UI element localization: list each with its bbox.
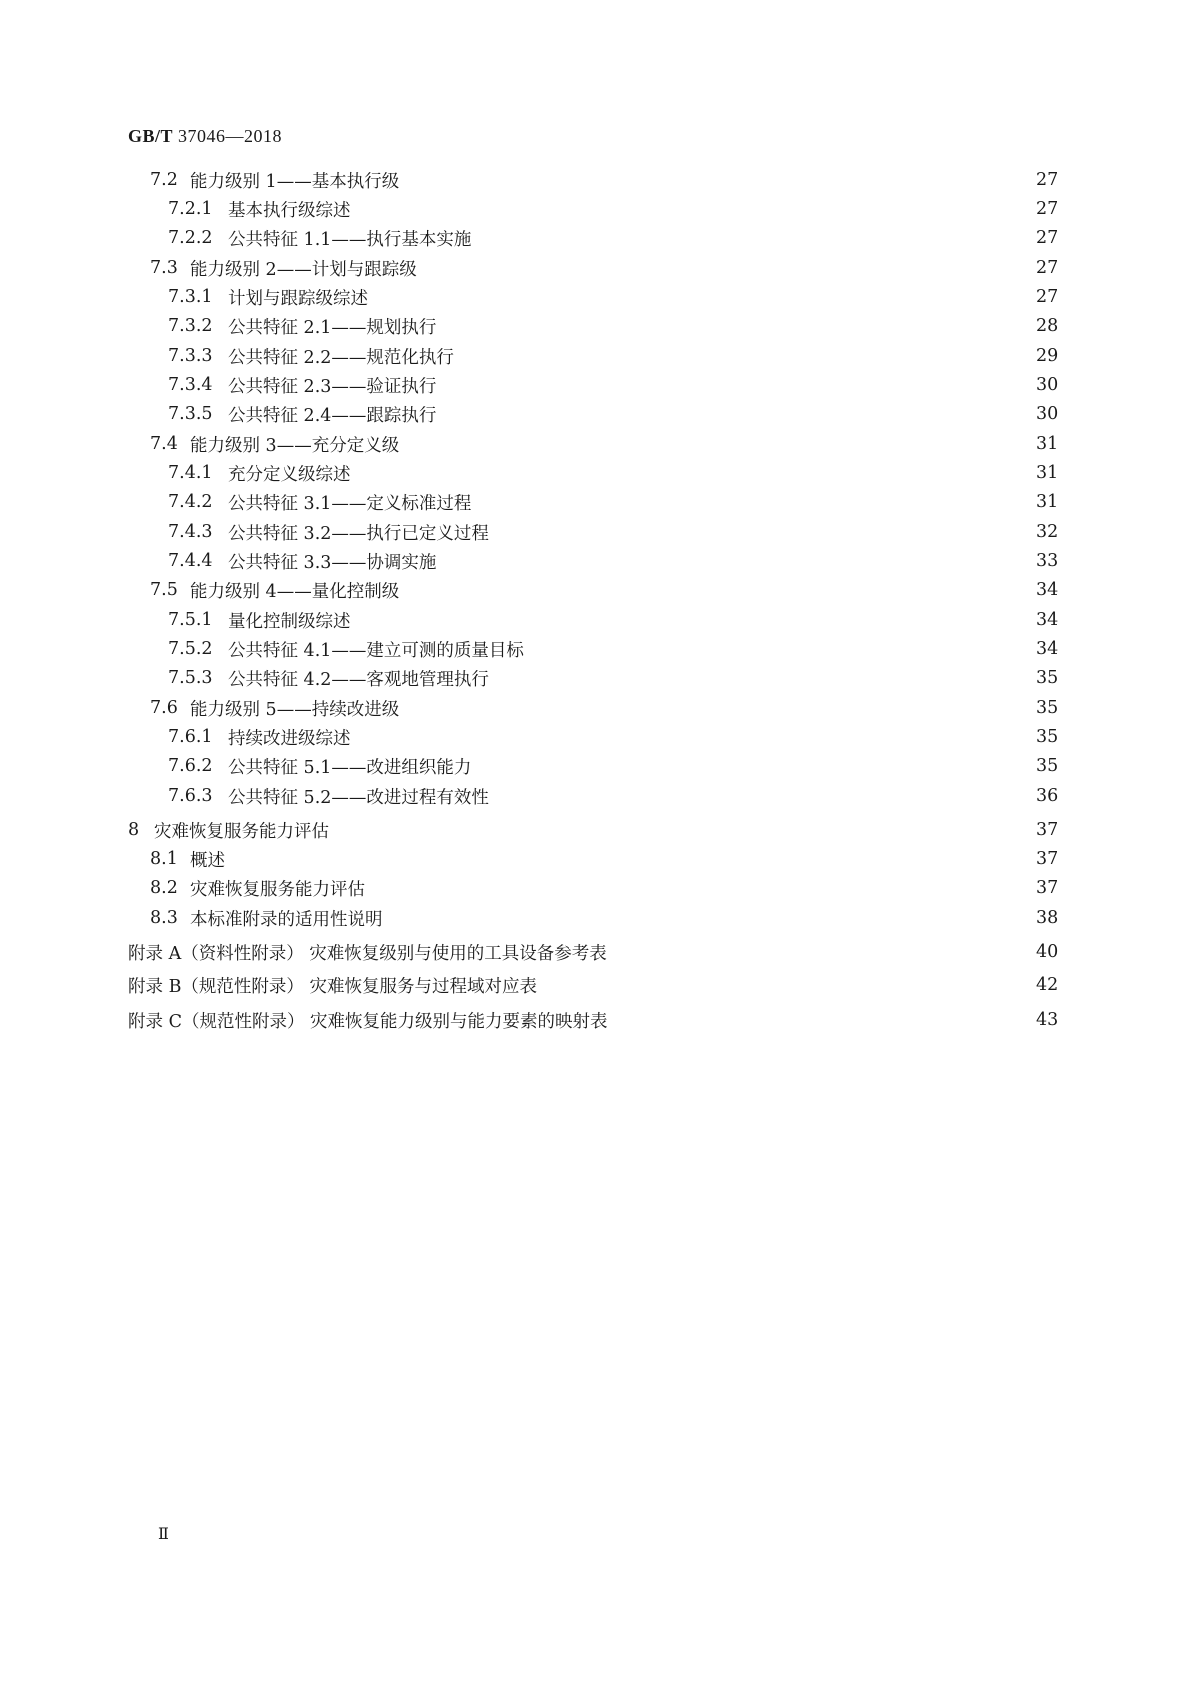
toc-entry-page: 37: [1036, 820, 1059, 840]
toc-entry-page: 35: [1036, 756, 1059, 776]
toc-entry-page: 34: [1036, 580, 1059, 600]
toc-entry-title: 公共特征 2.3——验证执行: [228, 376, 437, 397]
dot-leader: [532, 637, 1028, 661]
toc-entry-title: 能力级别 1——基本执行级: [190, 171, 400, 192]
toc-entry[interactable]: [168, 520, 1058, 544]
toc-entry-title: 概述: [190, 850, 225, 871]
standard-number: 37046—2018: [173, 126, 283, 146]
toc-entry[interactable]: [150, 432, 1058, 456]
toc-entry-page: 34: [1036, 610, 1059, 630]
toc-entry-page: 40: [1036, 942, 1059, 962]
toc-entry-page: 29: [1036, 346, 1059, 366]
toc-entry-title: 灾难恢复服务能力评估: [154, 821, 329, 842]
toc-entry-page: 28: [1036, 316, 1059, 336]
toc-entry-page: 27: [1036, 287, 1059, 307]
dot-leader: [373, 876, 1028, 900]
toc-entry-number: 7.5: [150, 580, 178, 600]
toc-entry[interactable]: [150, 847, 1058, 871]
dot-leader: [615, 940, 1028, 964]
toc-entry[interactable]: [168, 549, 1058, 573]
toc-entry-title: 公共特征 3.2——执行已定义过程: [228, 523, 489, 544]
dot-leader: [616, 1008, 1028, 1032]
toc-entry-number: 7.2: [150, 170, 178, 190]
toc-entry-page: 27: [1036, 258, 1059, 278]
toc-entry[interactable]: [168, 754, 1058, 778]
toc-entry-number: 8: [128, 820, 140, 840]
toc-entry[interactable]: [150, 906, 1058, 930]
standard-code: [128, 126, 282, 147]
dot-leader: [337, 818, 1028, 842]
toc-entry-number: 7.3.2: [168, 316, 213, 336]
toc-entry-title: 量化控制级综述: [228, 611, 351, 632]
toc-entry[interactable]: [168, 402, 1058, 426]
dot-leader: [359, 461, 1029, 485]
dot-leader: [391, 906, 1029, 930]
toc-entry-page: 27: [1036, 170, 1059, 190]
toc-entry-page: 35: [1036, 727, 1059, 747]
toc-entry-page: 37: [1036, 849, 1059, 869]
toc-entry-number: 7.6: [150, 698, 178, 718]
toc-entry-number: 7.3.5: [168, 404, 213, 424]
toc-entry-number: 7.2.1: [168, 199, 213, 219]
toc-entry-title: 公共特征 4.1——建立可测的质量目标: [228, 640, 524, 661]
dot-leader: [359, 197, 1029, 221]
dot-leader: [376, 285, 1028, 309]
toc-entry[interactable]: [128, 940, 1058, 964]
toc-entry-title: 附录 B（规范性附录） 灾难恢复服务与过程域对应表: [128, 976, 537, 997]
toc-entry[interactable]: [168, 608, 1058, 632]
toc-entry[interactable]: [168, 373, 1058, 397]
toc-entry[interactable]: [168, 490, 1058, 514]
toc-entry-page: 30: [1036, 404, 1059, 424]
toc-entry-number: 7.3: [150, 258, 178, 278]
toc-entry-number: 8.1: [150, 849, 178, 869]
toc-entry-page: 31: [1036, 434, 1059, 454]
toc-entry-page: 36: [1036, 786, 1059, 806]
toc-entry[interactable]: [150, 696, 1058, 720]
toc-entry[interactable]: [168, 784, 1058, 808]
dot-leader: [444, 373, 1028, 397]
toc-entry-number: 7.6.2: [168, 756, 213, 776]
toc-entry-title: 公共特征 4.2——客观地管理执行: [228, 669, 489, 690]
toc-entry-number: 7.2.2: [168, 228, 213, 248]
toc-entry[interactable]: [168, 226, 1058, 250]
toc-entry[interactable]: [168, 725, 1058, 749]
toc-entry[interactable]: [128, 818, 1058, 842]
toc-entry-title: 持续改进级综述: [228, 728, 351, 749]
toc-entry-page: 30: [1036, 375, 1059, 395]
toc-entry-page: 33: [1036, 551, 1059, 571]
toc-entry-number: 7.5.3: [168, 668, 213, 688]
toc-entry[interactable]: [150, 578, 1058, 602]
standard-prefix: GB/T: [128, 126, 174, 146]
dot-leader: [462, 344, 1028, 368]
dot-leader: [407, 578, 1028, 602]
dot-leader: [497, 666, 1028, 690]
toc-entry-number: 7.4.3: [168, 522, 213, 542]
toc-entry-title: 本标准附录的适用性说明: [190, 909, 383, 930]
toc-entry-title: 能力级别 4——量化控制级: [190, 581, 400, 602]
toc-entry-number: 7.4.1: [168, 463, 213, 483]
toc-entry-title: 公共特征 1.1——执行基本实施: [228, 229, 472, 250]
toc-entry-number: 8.3: [150, 908, 178, 928]
toc-entry-page: 27: [1036, 228, 1059, 248]
toc-entry[interactable]: [150, 256, 1058, 280]
toc-entry-title: 公共特征 5.2——改进过程有效性: [228, 787, 489, 808]
toc-entry-title: 公共特征 3.1——定义标准过程: [228, 493, 472, 514]
dot-leader: [479, 754, 1028, 778]
toc-entry-number: 7.5.1: [168, 610, 213, 630]
toc-entry-title: 计划与跟踪级综述: [228, 288, 368, 309]
toc-entry-page: 35: [1036, 668, 1059, 688]
dot-leader: [444, 314, 1028, 338]
dot-leader: [444, 402, 1028, 426]
toc-entry-title: 附录 A（资料性附录） 灾难恢复级别与使用的工具设备参考表: [128, 943, 607, 964]
toc-entry[interactable]: [168, 197, 1058, 221]
toc-entry-title: 灾难恢复服务能力评估: [190, 879, 365, 900]
dot-leader: [444, 549, 1028, 573]
toc-entry[interactable]: [168, 637, 1058, 661]
toc-entry-title: 附录 C（规范性附录） 灾难恢复能力级别与能力要素的映射表: [128, 1011, 608, 1032]
toc-entry-title: 能力级别 2——计划与跟踪级: [190, 259, 417, 280]
toc-entry-page: 42: [1036, 975, 1059, 995]
toc-entry-number: 7.6.3: [168, 786, 213, 806]
dot-leader: [233, 847, 1028, 871]
toc-entry[interactable]: [168, 344, 1058, 368]
dot-leader: [407, 168, 1028, 192]
toc-entry-page: 43: [1036, 1010, 1059, 1030]
toc-entry-number: 7.4.2: [168, 492, 213, 512]
toc-entry-page: 32: [1036, 522, 1059, 542]
toc-entry[interactable]: [168, 666, 1058, 690]
dot-leader: [497, 520, 1028, 544]
toc-entry[interactable]: [168, 461, 1058, 485]
dot-leader: [479, 226, 1028, 250]
dot-leader: [425, 256, 1028, 280]
dot-leader: [407, 696, 1028, 720]
toc-entry-title: 公共特征 5.1——改进组织能力: [228, 757, 472, 778]
toc-entry-title: 基本执行级综述: [228, 200, 351, 221]
toc-entry-number: 7.6.1: [168, 727, 213, 747]
toc-entry-number: 8.2: [150, 878, 178, 898]
toc-entry-title: 公共特征 2.1——规划执行: [228, 317, 437, 338]
toc-entry-page: 38: [1036, 908, 1059, 928]
dot-leader: [497, 784, 1028, 808]
toc-entry-title: 充分定义级综述: [228, 464, 351, 485]
dot-leader: [359, 608, 1029, 632]
toc-entry-title: 能力级别 3——充分定义级: [190, 435, 400, 456]
toc-entry[interactable]: [128, 973, 1058, 997]
dot-leader: [407, 432, 1028, 456]
toc-entry[interactable]: [150, 168, 1058, 192]
toc-entry[interactable]: [150, 876, 1058, 900]
toc-entry-page: 34: [1036, 639, 1059, 659]
toc-entry-number: 7.3.3: [168, 346, 213, 366]
toc-entry-number: 7.3.4: [168, 375, 213, 395]
toc-entry-number: 7.3.1: [168, 287, 213, 307]
toc-entry[interactable]: [168, 314, 1058, 338]
dot-leader: [545, 973, 1028, 997]
toc-entry-page: 31: [1036, 492, 1059, 512]
toc-entry-page: 31: [1036, 463, 1059, 483]
toc-entry-number: 7.5.2: [168, 639, 213, 659]
toc-entry-number: 7.4.4: [168, 551, 213, 571]
toc-entry-title: 能力级别 5——持续改进级: [190, 699, 400, 720]
toc-entry[interactable]: [128, 1008, 1058, 1032]
toc-entry[interactable]: [168, 285, 1058, 309]
toc-entry-page: 35: [1036, 698, 1059, 718]
toc-entry-title: 公共特征 3.3——协调实施: [228, 552, 437, 573]
dot-leader: [359, 725, 1029, 749]
toc-entry-title: 公共特征 2.4——跟踪执行: [228, 405, 437, 426]
toc-entry-number: 7.4: [150, 434, 178, 454]
dot-leader: [479, 490, 1028, 514]
toc-entry-title: 公共特征 2.2——规范化执行: [228, 347, 454, 368]
page-number-roman: Ⅱ: [158, 1526, 169, 1543]
toc-entry-page: 27: [1036, 199, 1059, 219]
toc-entry-page: 37: [1036, 878, 1059, 898]
